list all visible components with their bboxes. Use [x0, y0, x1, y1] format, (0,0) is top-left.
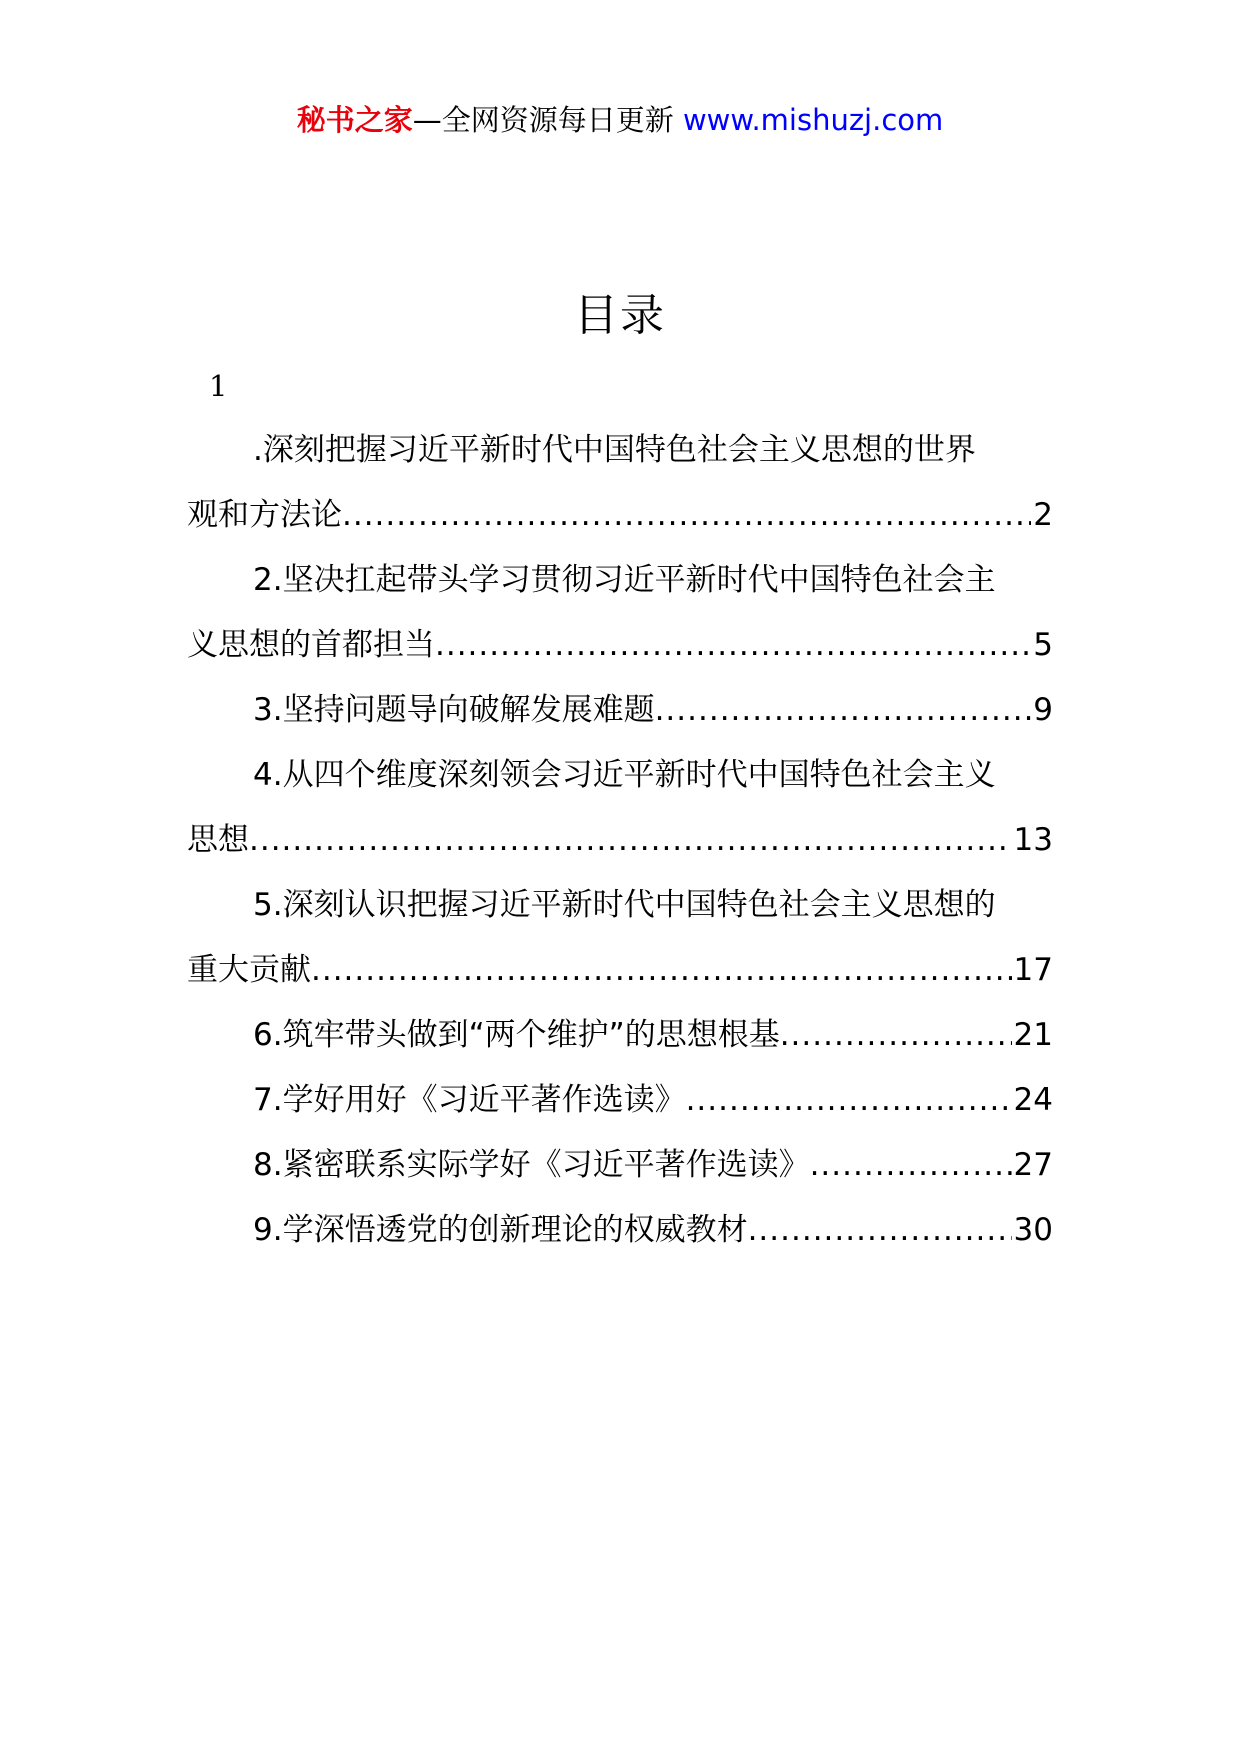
- dot-leader: [655, 678, 1032, 743]
- stray-number: 1: [209, 369, 228, 403]
- header-tagline: —全网资源每日更新: [412, 103, 674, 137]
- toc-entry-title: 9.学深悟透党的创新理论的权威教材: [253, 1212, 748, 1248]
- toc-entry-3[interactable]: [187, 678, 1053, 743]
- toc-entry-title: 6.筑牢带头做到“两个维护”的思想根基: [253, 1017, 780, 1053]
- brand-name: 秘书之家: [296, 103, 413, 137]
- toc-page-number: 17: [1013, 952, 1053, 988]
- toc-entry-last-line: [187, 678, 1053, 743]
- toc-entry-2[interactable]: [187, 548, 1053, 678]
- toc-entry-title: 2.坚决扛起带头学习贯彻习近平新时代中国特色社会主: [253, 562, 996, 598]
- toc-entry-title-line: [187, 548, 1053, 613]
- toc-entry-title-cont: 重大贡献: [187, 952, 311, 988]
- toc-entry-title-cont: 义思想的首都担当: [187, 627, 435, 663]
- toc-entry-last-line: [187, 1003, 1053, 1068]
- toc-entry-title-cont: 思想: [187, 822, 249, 858]
- toc-entry-last-line: [187, 1068, 1053, 1133]
- toc-entry-title-cont: 观和方法论: [187, 497, 342, 533]
- toc-entry-9[interactable]: [187, 1198, 1053, 1263]
- page-title: 目录: [574, 290, 666, 341]
- dot-leader: [249, 808, 1012, 873]
- toc-page-number: 30: [1013, 1212, 1053, 1248]
- toc-page-number: 13: [1013, 822, 1053, 858]
- toc-page-number: 2: [1033, 497, 1053, 533]
- dot-leader: [686, 1068, 1012, 1133]
- site-url[interactable]: www.mishuzj.com: [682, 103, 944, 137]
- toc-entry-title-line: [187, 418, 1053, 483]
- toc-page-number: 24: [1013, 1082, 1053, 1118]
- toc-entry-last-line: [187, 808, 1053, 873]
- toc-entry-last-line: [187, 938, 1053, 1003]
- toc-page-number: 5: [1033, 627, 1053, 663]
- toc-entry-last-line: [187, 1133, 1053, 1198]
- toc-page-number: 21: [1013, 1017, 1053, 1053]
- toc-entry-title-line: [187, 743, 1053, 808]
- toc-entry-title-line: [187, 873, 1053, 938]
- toc-entry-title: 5.深刻认识把握习近平新时代中国特色社会主义思想的: [253, 887, 996, 923]
- toc-entry-4[interactable]: [187, 743, 1053, 873]
- toc-entry-1[interactable]: [187, 418, 1053, 548]
- toc-entry-7[interactable]: [187, 1068, 1053, 1133]
- toc-entry-title: 3.坚持问题导向破解发展难题: [253, 692, 655, 728]
- toc-entry-last-line: [187, 613, 1053, 678]
- dot-leader: [435, 613, 1031, 678]
- toc-page-number: 27: [1013, 1147, 1053, 1183]
- page-header: [0, 100, 1240, 140]
- toc-entry-title: 8.紧密联系实际学好《习近平著作选读》: [253, 1147, 810, 1183]
- toc-entry-8[interactable]: [187, 1133, 1053, 1198]
- dot-leader: [780, 1003, 1012, 1068]
- toc-entry-title: 7.学好用好《习近平著作选读》: [253, 1082, 686, 1118]
- toc-entry-title: .深刻把握习近平新时代中国特色社会主义思想的世界: [253, 432, 976, 468]
- dot-leader: [342, 483, 1031, 548]
- toc-entry-title: 4.从四个维度深刻领会习近平新时代中国特色社会主义: [253, 757, 996, 793]
- toc-page-number: 9: [1033, 692, 1053, 728]
- toc-entry-last-line: [187, 483, 1053, 548]
- toc-entry-6[interactable]: [187, 1003, 1053, 1068]
- dot-leader: [311, 938, 1012, 1003]
- dot-leader: [748, 1198, 1012, 1263]
- toc-entry-5[interactable]: [187, 873, 1053, 1003]
- dot-leader: [810, 1133, 1012, 1198]
- toc-entry-last-line: [187, 1198, 1053, 1263]
- table-of-contents: [187, 418, 1053, 1263]
